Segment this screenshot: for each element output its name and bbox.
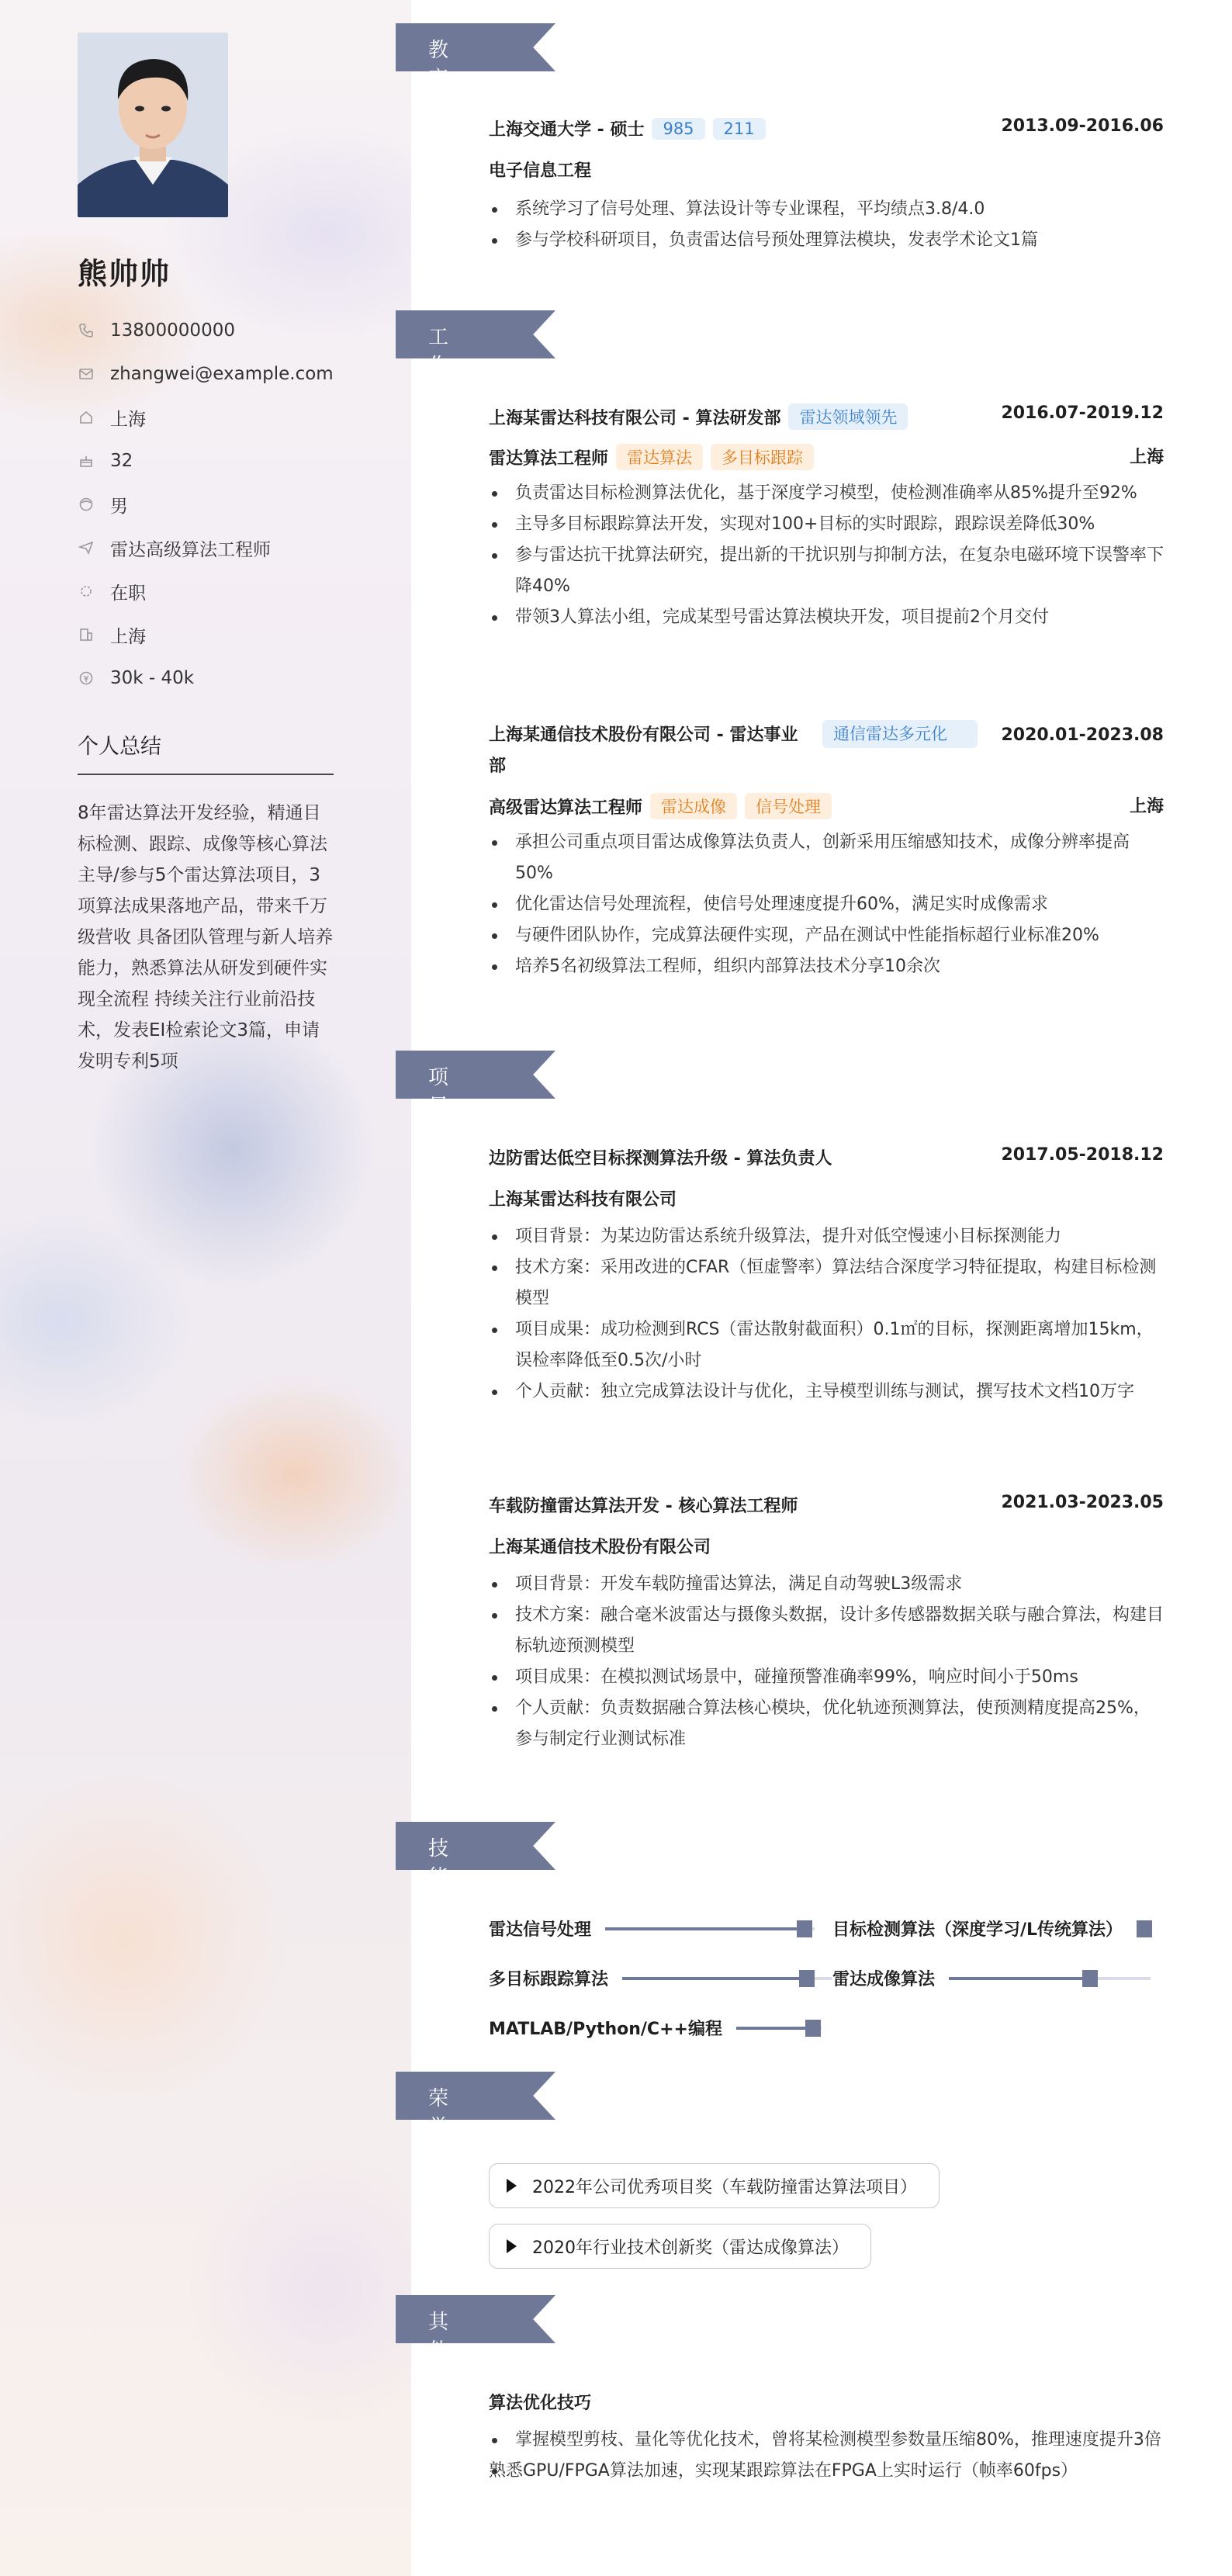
education-bullets bbox=[489, 194, 1164, 256]
info-gender bbox=[78, 483, 388, 526]
other-info bbox=[489, 2390, 1164, 2487]
major: 电子信息工程 bbox=[489, 161, 592, 181]
job-intent-text: 雷达高级算法工程师 bbox=[110, 539, 271, 560]
info-work-city bbox=[78, 613, 388, 656]
skill-level-bar bbox=[736, 2027, 822, 2030]
skill-fill bbox=[949, 1977, 1090, 1980]
list-item: 项目背景：开发车载防撞雷达算法，满足自动驾驶L3级需求 bbox=[489, 1569, 1164, 1600]
award-item[interactable] bbox=[489, 2224, 871, 2269]
summary-text: 8年雷达算法开发经验，精通目标检测、跟踪、成像等核心算法 主导/参与5个雷达算法项目，3项算法成果落地产品，带来千万级营收 具备团队管理与新人培养能力，熟悉算法从研发到硬件实现全流程 持续关注行业前沿技术，发表EI检索论文3篇，申请发明专利5项 bbox=[78, 803, 334, 1072]
skill-knob bbox=[1137, 1920, 1152, 1937]
skill-level-bar bbox=[622, 1977, 832, 1980]
skill-fill bbox=[736, 2027, 813, 2030]
project-entry-1 bbox=[489, 1145, 1164, 1407]
send-icon bbox=[78, 539, 95, 556]
work-entry-1 bbox=[489, 403, 1164, 633]
work-bullets bbox=[489, 478, 1164, 633]
skill-name: 雷达成像算法 bbox=[832, 1970, 936, 1989]
list-item: 掌握模型剪枝、量化等优化技术，曾将某检测模型参数量压缩80%，推理速度提升3倍 bbox=[489, 2425, 1164, 2456]
phone-icon bbox=[78, 322, 95, 339]
skill-tag: 雷达算法 bbox=[616, 444, 703, 470]
list-item: 主导多目标跟踪算法开发，实现对100+目标的实时跟踪，跟踪误差降低30% bbox=[489, 509, 1164, 540]
profile-photo bbox=[78, 33, 228, 217]
section-ribbon bbox=[396, 23, 555, 71]
list-item: 技术方案：融合毫米波雷达与摄像头数据，设计多传感器数据关联与融合算法，构建目标轨迹预测模型 bbox=[489, 1600, 1164, 1662]
work-date: 2016.07-2019.12 bbox=[1001, 403, 1164, 423]
project-title: 边防雷达低空目标探测算法升级 - 算法负责人 bbox=[489, 1149, 832, 1169]
list-item: 系统学习了信号处理、算法设计等专业课程，平均绩点3.8/4.0 bbox=[489, 194, 1164, 225]
award-item[interactable] bbox=[489, 2163, 940, 2208]
section-ribbon bbox=[396, 310, 555, 358]
list-item: 优化雷达信号处理流程，使信号处理速度提升60%，满足实时成像需求 bbox=[489, 889, 1164, 920]
company-tag: 通信雷达多元化 bbox=[822, 720, 978, 748]
section-title: 项目经历 bbox=[428, 1066, 451, 1175]
position: 高级雷达算法工程师 bbox=[489, 798, 643, 818]
list-item: 技术方案：采用改进的CFAR（恒虚警率）算法结合深度学习特征提取，构建目标检测模型 bbox=[489, 1252, 1164, 1314]
skill-tag: 多目标跟踪 bbox=[711, 444, 814, 470]
phone-text: 13800000000 bbox=[110, 320, 235, 341]
info-location bbox=[78, 396, 388, 439]
info-age bbox=[78, 439, 388, 483]
skill-tag: 信号处理 bbox=[745, 793, 832, 819]
skill-level-bar bbox=[605, 1927, 815, 1930]
tag-985: 985 bbox=[652, 118, 704, 140]
sidebar bbox=[0, 0, 411, 2576]
expand-triangle-icon bbox=[507, 2239, 517, 2253]
skill-item bbox=[832, 1966, 1151, 1990]
age-text: 32 bbox=[110, 451, 133, 471]
home-icon bbox=[78, 409, 95, 426]
education-date: 2013.09-2016.06 bbox=[1001, 116, 1164, 136]
list-item: 项目成果：成功检测到RCS（雷达散射截面积）0.1㎡的目标，探测距离增加15km，误检率降低至0.5次/小时 bbox=[489, 1314, 1164, 1376]
skill-level-bar bbox=[1137, 1927, 1152, 1930]
email-icon bbox=[78, 365, 95, 383]
email-text: zhangwei@example.com bbox=[110, 364, 334, 384]
list-item: 个人贡献：负责数据融合算法核心模块，优化轨迹预测算法，使预测精度提高25%，参与制定行业测试标准 bbox=[489, 1693, 1164, 1755]
list-item: 个人贡献：独立完成算法设计与优化，主导模型训练与测试，撰写技术文档10万字 bbox=[489, 1376, 1164, 1407]
section-ribbon bbox=[396, 2295, 555, 2343]
school-name: 上海交通大学 - 硕士 bbox=[489, 120, 645, 140]
section-title: 技能专长 bbox=[428, 1837, 451, 1947]
work-date: 2020.01-2023.08 bbox=[1001, 725, 1164, 745]
info-status bbox=[78, 570, 388, 613]
skill-fill bbox=[622, 1977, 807, 1980]
work-city: 上海 bbox=[1129, 448, 1164, 467]
section-title: 其他信息 bbox=[428, 2311, 451, 2420]
project-bullets bbox=[489, 1221, 1164, 1407]
other-title: 算法优化技巧 bbox=[489, 2394, 592, 2413]
skill-item bbox=[489, 1966, 832, 1990]
award-text: 2020年行业技术创新奖（雷达成像算法） bbox=[532, 2238, 849, 2258]
other-bullets bbox=[489, 2425, 1164, 2456]
gender-icon bbox=[78, 496, 95, 513]
skill-name: 目标检测算法（深度学习/L传统算法） bbox=[832, 1920, 1123, 1940]
gender-text: 男 bbox=[110, 496, 128, 517]
section-ribbon bbox=[396, 1822, 555, 1870]
list-item: 培养5名初级算法工程师，组织内部算法技术分享10余次 bbox=[489, 951, 1164, 982]
skill-knob bbox=[797, 1920, 812, 1937]
other-trailing-text: 熟悉GPU/FPGA算法加速，实现某跟踪算法在FPGA上实时运行（帧率60fps） bbox=[489, 2461, 1078, 2481]
skill-name: 多目标跟踪算法 bbox=[489, 1970, 609, 1989]
company-name: 上海某雷达科技有限公司 - 算法研发部 bbox=[489, 409, 781, 428]
list-item: 项目背景：为某边防雷达系统升级算法，提升对低空慢速小目标探测能力 bbox=[489, 1221, 1164, 1252]
cake-icon bbox=[78, 452, 95, 469]
project-date: 2021.03-2023.05 bbox=[1001, 1493, 1164, 1512]
status-text: 在职 bbox=[110, 583, 146, 604]
expand-triangle-icon bbox=[507, 2179, 517, 2193]
list-item: 带领3人算法小组，完成某型号雷达算法模块开发，项目提前2个月交付 bbox=[489, 602, 1164, 633]
salary-icon bbox=[78, 670, 95, 687]
skill-knob bbox=[799, 1970, 815, 1987]
work-bullets bbox=[489, 827, 1164, 982]
project-company: 上海某雷达科技有限公司 bbox=[489, 1190, 677, 1210]
work-city: 上海 bbox=[1129, 797, 1164, 816]
project-entry-2 bbox=[489, 1493, 1164, 1755]
status-icon bbox=[78, 583, 95, 600]
skill-item bbox=[489, 2016, 822, 2040]
education-entry bbox=[489, 116, 1164, 256]
work-city-text: 上海 bbox=[110, 626, 146, 647]
list-item: 参与雷达抗干扰算法研究，提出新的干扰识别与抑制方法，在复杂电磁环境下误警率下降40% bbox=[489, 540, 1164, 602]
section-title: 荣誉奖项 bbox=[428, 2087, 451, 2197]
salary-text: 30k - 40k bbox=[110, 668, 195, 688]
list-item: 项目成果：在模拟测试场景中，碰撞预警准确率99%，响应时间小于50ms bbox=[489, 1662, 1164, 1693]
building-icon bbox=[78, 626, 95, 643]
skill-fill bbox=[605, 1927, 805, 1930]
section-ribbon bbox=[396, 2072, 555, 2120]
skill-item bbox=[832, 1916, 1152, 1941]
project-date: 2017.05-2018.12 bbox=[1001, 1145, 1164, 1165]
project-title: 车载防撞雷达算法开发 - 核心算法工程师 bbox=[489, 1497, 798, 1516]
company-tag: 雷达领域领先 bbox=[788, 403, 908, 430]
list-item: 负责雷达目标检测算法优化，基于深度学习模型，使检测准确率从85%提升至92% bbox=[489, 478, 1164, 509]
info-phone bbox=[78, 309, 388, 352]
contact-info-list bbox=[78, 309, 388, 700]
company-name: 上海某通信技术股份有限公司 - 雷达事业部 bbox=[489, 725, 798, 776]
location-text: 上海 bbox=[110, 409, 146, 430]
section-title: 教育经历 bbox=[428, 39, 451, 148]
list-item: 承担公司重点项目雷达成像算法负责人，创新采用压缩感知技术，成像分辨率提高50% bbox=[489, 827, 1164, 889]
skill-name: 雷达信号处理 bbox=[489, 1920, 592, 1940]
info-job-intent bbox=[78, 526, 388, 570]
project-company: 上海某通信技术股份有限公司 bbox=[489, 1538, 711, 1557]
section-title: 工作经历 bbox=[428, 326, 451, 435]
info-email bbox=[78, 352, 388, 396]
skill-name: MATLAB/Python/C++编程 bbox=[489, 2020, 722, 2039]
candidate-name: 熊帅帅 bbox=[78, 257, 171, 291]
project-bullets bbox=[489, 1569, 1164, 1755]
work-entry-2 bbox=[489, 720, 1164, 982]
tag-211: 211 bbox=[713, 118, 766, 140]
list-item: 参与学校科研项目，负责雷达信号预处理算法模块，发表学术论文1篇 bbox=[489, 225, 1164, 256]
skill-level-bar bbox=[949, 1977, 1151, 1980]
skill-knob bbox=[805, 2020, 821, 2037]
section-ribbon bbox=[396, 1051, 555, 1099]
skill-tag: 雷达成像 bbox=[650, 793, 737, 819]
summary-title: 个人总结 bbox=[78, 729, 334, 775]
award-text: 2022年公司优秀项目奖（车载防撞雷达算法项目） bbox=[532, 2177, 917, 2197]
skill-item bbox=[489, 1916, 815, 1941]
position: 雷达算法工程师 bbox=[489, 449, 609, 469]
info-salary bbox=[78, 656, 388, 700]
list-item: 与硬件团队协作，完成算法硬件实现，产品在测试中性能指标超行业标准20% bbox=[489, 920, 1164, 951]
skill-knob bbox=[1082, 1970, 1098, 1987]
